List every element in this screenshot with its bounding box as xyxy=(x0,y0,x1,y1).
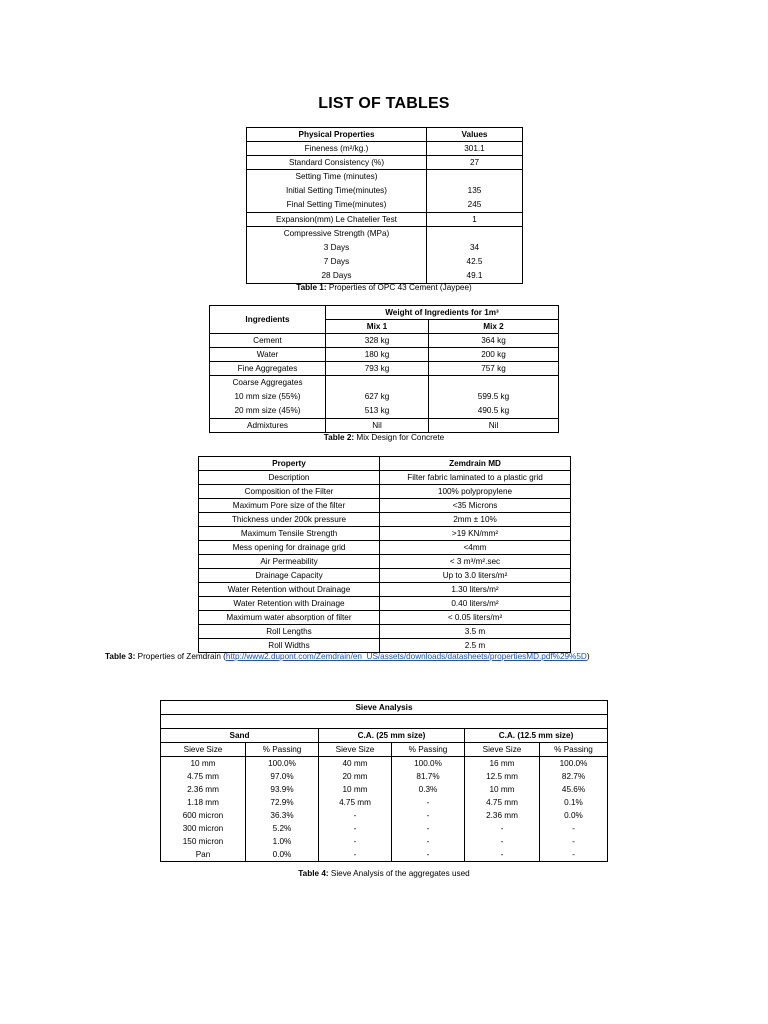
group-line: Final Setting Time(minutes) xyxy=(286,200,387,209)
table-row xyxy=(161,809,608,822)
column-header: Physical Properties xyxy=(247,128,427,142)
sieve-size-cell: - xyxy=(319,848,392,862)
value-cell: 1.30 liters/m² xyxy=(380,583,571,597)
table-row xyxy=(199,527,571,541)
percent-passing-cell: 45.6% xyxy=(540,783,608,796)
sieve-size-cell: - xyxy=(319,835,392,848)
table-caption xyxy=(0,283,768,292)
percent-passing-cell: - xyxy=(392,796,465,809)
group-heading: Setting Time (minutes) xyxy=(295,172,378,181)
subheader-cell: Sieve Size xyxy=(319,743,392,757)
subheader-cell: % Passing xyxy=(540,743,608,757)
sieve-size-cell: 16 mm xyxy=(465,757,540,771)
table-row xyxy=(199,625,571,639)
percent-passing-cell: 72.9% xyxy=(246,796,319,809)
percent-passing-cell: 97.0% xyxy=(246,770,319,783)
property-cell: Roll Lengths xyxy=(199,625,380,639)
ingredient-cell: Admixtures xyxy=(210,419,326,433)
group-heading: Compressive Strength (MPa) xyxy=(283,229,390,238)
group-value: 513 kg xyxy=(364,406,390,415)
table-sieve-analysis xyxy=(160,700,608,862)
sieve-size-cell: Pan xyxy=(161,848,246,862)
table-row xyxy=(247,156,523,170)
table-row xyxy=(199,569,571,583)
percent-passing-cell: - xyxy=(540,835,608,848)
table-spacer-row xyxy=(161,715,608,729)
group-value: 49.1 xyxy=(466,271,483,280)
property-cell xyxy=(247,170,427,213)
sieve-size-cell: 150 micron xyxy=(161,835,246,848)
table-row xyxy=(199,597,571,611)
subheader-cell: Sieve Size xyxy=(161,743,246,757)
table-row xyxy=(247,213,523,227)
group-value: 42.5 xyxy=(466,257,483,266)
property-cell: Maximum Tensile Strength xyxy=(199,527,380,541)
group-line: Initial Setting Time(minutes) xyxy=(285,186,388,195)
page-title: LIST OF TABLES xyxy=(318,95,450,112)
ingredient-cell: Fine Aggregates xyxy=(210,362,326,376)
table-group-row xyxy=(161,729,608,743)
sieve-size-cell: 10 mm xyxy=(465,783,540,796)
percent-passing-cell: - xyxy=(540,822,608,835)
group-header: C.A. (25 mm size) xyxy=(319,729,465,743)
property-cell: Drainage Capacity xyxy=(199,569,380,583)
percent-passing-cell: 100.0% xyxy=(392,757,465,771)
table-row xyxy=(161,783,608,796)
group-line: 3 Days xyxy=(323,243,350,252)
group-value: 135 xyxy=(467,186,482,195)
sieve-size-cell: 20 mm xyxy=(319,770,392,783)
sieve-size-cell: 2.36 mm xyxy=(161,783,246,796)
table-row xyxy=(199,471,571,485)
percent-passing-cell: - xyxy=(392,809,465,822)
column-header: Ingredients xyxy=(210,306,326,334)
value-cell: 2.5 m xyxy=(380,639,571,653)
table-row xyxy=(247,142,523,156)
caption-label: Table 4: xyxy=(298,869,329,878)
table-row xyxy=(161,822,608,835)
sieve-size-cell: 4.75 mm xyxy=(161,770,246,783)
sieve-size-cell: 1.18 mm xyxy=(161,796,246,809)
table-header-row xyxy=(210,306,559,320)
percent-passing-cell: 5.2% xyxy=(246,822,319,835)
table-row xyxy=(199,583,571,597)
value-cell: 757 kg xyxy=(429,362,559,376)
value-cell: 1 xyxy=(427,213,523,227)
column-header: Property xyxy=(199,457,380,471)
value-cell: 0.40 liters/m² xyxy=(380,597,571,611)
column-header: Weight of Ingredients for 1m³ xyxy=(326,306,559,320)
value-cell xyxy=(326,376,429,419)
sieve-size-cell: 4.75 mm xyxy=(319,796,392,809)
subheader-cell: % Passing xyxy=(246,743,319,757)
table-title-row xyxy=(161,701,608,715)
group-value: 599.5 kg xyxy=(477,392,510,401)
table-subheader-row xyxy=(161,743,608,757)
percent-passing-cell: 100.0% xyxy=(246,757,319,771)
value-cell: 364 kg xyxy=(429,334,559,348)
percent-passing-cell: 93.9% xyxy=(246,783,319,796)
group-heading: Coarse Aggregates xyxy=(232,378,303,387)
property-cell: Roll Widths xyxy=(199,639,380,653)
property-cell: Composition of the Filter xyxy=(199,485,380,499)
group-value: 627 kg xyxy=(364,392,390,401)
caption-text: ) xyxy=(586,652,590,661)
table-caption xyxy=(0,869,768,878)
value-cell: 301.1 xyxy=(427,142,523,156)
value-cell: 180 kg xyxy=(326,348,429,362)
table-row xyxy=(210,419,559,433)
subheader-cell: Sieve Size xyxy=(465,743,540,757)
value-cell: <35 Microns xyxy=(380,499,571,513)
percent-passing-cell: 0.1% xyxy=(540,796,608,809)
property-cell: Standard Consistency (%) xyxy=(247,156,427,170)
property-cell: Expansion(mm) Le Chatelier Test xyxy=(247,213,427,227)
value-cell: >19 KN/mm² xyxy=(380,527,571,541)
table-row xyxy=(199,499,571,513)
table-mix-design xyxy=(209,305,559,433)
value-cell: 200 kg xyxy=(429,348,559,362)
sieve-size-cell: - xyxy=(465,822,540,835)
column-header: Zemdrain MD xyxy=(380,457,571,471)
value-cell: 100% polypropylene xyxy=(380,485,571,499)
table-row xyxy=(199,555,571,569)
sieve-size-cell: 40 mm xyxy=(319,757,392,771)
value-cell xyxy=(427,227,523,284)
value-cell: 2mm ± 10% xyxy=(380,513,571,527)
column-header: Mix 2 xyxy=(429,320,559,334)
table-cement-properties xyxy=(246,127,523,284)
ingredient-cell xyxy=(210,376,326,419)
group-value: 245 xyxy=(467,200,482,209)
sieve-size-cell: 12.5 mm xyxy=(465,770,540,783)
sieve-size-cell: - xyxy=(319,822,392,835)
percent-passing-cell: 0.0% xyxy=(246,848,319,862)
value-cell: Nil xyxy=(326,419,429,433)
value-cell: Filter fabric laminated to a plastic grid xyxy=(380,471,571,485)
subheader-cell: % Passing xyxy=(392,743,465,757)
table-header-row xyxy=(247,128,523,142)
ingredient-cell: Cement xyxy=(210,334,326,348)
group-header: Sand xyxy=(161,729,319,743)
value-cell: 3.5 m xyxy=(380,625,571,639)
caption-label: Table 2: xyxy=(323,433,355,442)
table-row xyxy=(210,362,559,376)
sieve-size-cell: 300 micron xyxy=(161,822,246,835)
group-line: 7 Days xyxy=(323,257,350,266)
caption-text: Sieve Analysis of the aggregates used xyxy=(328,869,470,878)
value-cell: 328 kg xyxy=(326,334,429,348)
percent-passing-cell: 100.0% xyxy=(540,757,608,771)
property-cell: Water Retention with Drainage xyxy=(199,597,380,611)
caption-text: Properties of OPC 43 Cement (Jaypee) xyxy=(326,283,472,292)
table-row xyxy=(161,757,608,771)
property-cell: Thickness under 200k pressure xyxy=(199,513,380,527)
sieve-size-cell: - xyxy=(465,848,540,862)
percent-passing-cell: - xyxy=(392,835,465,848)
spacer-cell xyxy=(161,715,608,729)
caption-text: Properties of Zemdrain ( xyxy=(135,652,226,661)
table-row xyxy=(210,376,559,419)
column-header: Values xyxy=(427,128,523,142)
percent-passing-cell: - xyxy=(392,848,465,862)
property-cell: Maximum Pore size of the filter xyxy=(199,499,380,513)
value-cell: 793 kg xyxy=(326,362,429,376)
table-row xyxy=(161,835,608,848)
table-caption xyxy=(105,652,590,661)
table-row xyxy=(210,334,559,348)
table-row xyxy=(161,770,608,783)
property-cell: Maximum water absorption of filter xyxy=(199,611,380,625)
property-cell: Air Permeability xyxy=(199,555,380,569)
property-cell: Mess opening for drainage grid xyxy=(199,541,380,555)
property-cell: Description xyxy=(199,471,380,485)
value-cell: < 3 m³/m².sec xyxy=(380,555,571,569)
table-row xyxy=(199,513,571,527)
table-zemdrain-properties xyxy=(198,456,571,653)
property-cell xyxy=(247,227,427,284)
caption-label: Table 1: xyxy=(296,283,327,292)
group-line: 28 Days xyxy=(321,271,352,280)
group-line: 20 mm size (45%) xyxy=(234,406,301,415)
table-title: Sieve Analysis xyxy=(161,701,608,715)
group-header: C.A. (12.5 mm size) xyxy=(465,729,608,743)
value-cell xyxy=(429,376,559,419)
sieve-size-cell: 4.75 mm xyxy=(465,796,540,809)
table-row xyxy=(199,639,571,653)
table-header-row xyxy=(199,457,571,471)
group-value: 490.5 kg xyxy=(477,406,510,415)
sieve-size-cell: - xyxy=(465,835,540,848)
column-header: Mix 1 xyxy=(326,320,429,334)
property-cell: Water Retention without Drainage xyxy=(199,583,380,597)
property-cell: Fineness (m²/kg.) xyxy=(247,142,427,156)
sieve-size-cell: 10 mm xyxy=(319,783,392,796)
percent-passing-cell: 82.7% xyxy=(540,770,608,783)
caption-text: Mix Design for Concrete xyxy=(354,433,445,442)
sieve-size-cell: 10 mm xyxy=(161,757,246,771)
table-row xyxy=(199,611,571,625)
group-line: 10 mm size (55%) xyxy=(234,392,301,401)
table-row xyxy=(161,796,608,809)
value-cell: < 0.05 liters/m² xyxy=(380,611,571,625)
percent-passing-cell: 0.3% xyxy=(392,783,465,796)
value-cell: 27 xyxy=(427,156,523,170)
table-row xyxy=(247,227,523,284)
caption-label: Table 3: xyxy=(105,652,136,661)
value-cell xyxy=(427,170,523,213)
table-row xyxy=(161,848,608,862)
value-cell: <4mm xyxy=(380,541,571,555)
percent-passing-cell: 81.7% xyxy=(392,770,465,783)
group-value: 34 xyxy=(469,243,480,252)
sieve-size-cell: - xyxy=(319,809,392,822)
table-row xyxy=(210,348,559,362)
value-cell: Nil xyxy=(429,419,559,433)
table-caption xyxy=(0,433,768,442)
sieve-size-cell: 600 micron xyxy=(161,809,246,822)
percent-passing-cell: - xyxy=(540,848,608,862)
sieve-size-cell: 2.36 mm xyxy=(465,809,540,822)
value-cell: Up to 3.0 liters/m² xyxy=(380,569,571,583)
percent-passing-cell: 36.3% xyxy=(246,809,319,822)
percent-passing-cell: - xyxy=(392,822,465,835)
percent-passing-cell: 1.0% xyxy=(246,835,319,848)
ingredient-cell: Water xyxy=(210,348,326,362)
table-row xyxy=(247,170,523,213)
table-row xyxy=(199,541,571,555)
table-row xyxy=(199,485,571,499)
datasheet-link[interactable]: http://www2.dupont.com/Zemdrain/en_US/assets/downloads/datasheets/propertiesMD.pdf%29%5D xyxy=(225,652,587,661)
percent-passing-cell: 0.0% xyxy=(540,809,608,822)
